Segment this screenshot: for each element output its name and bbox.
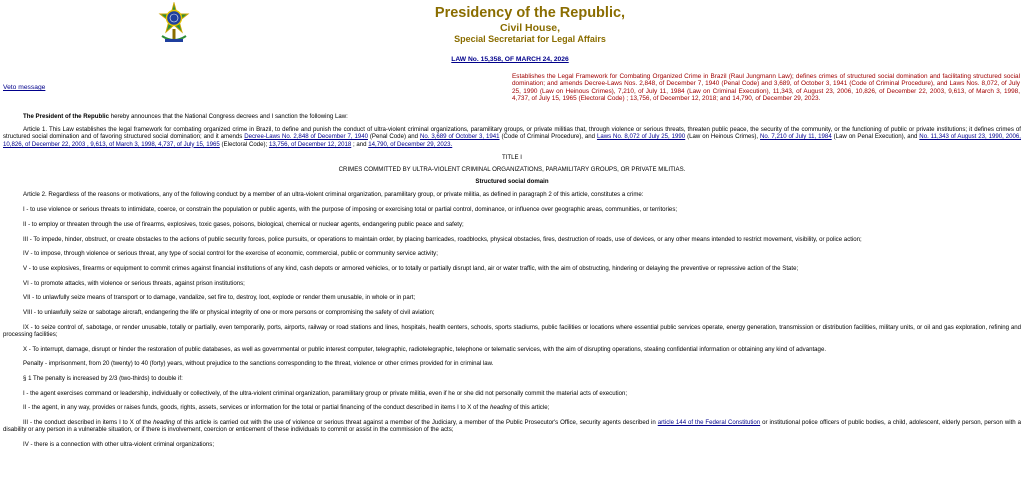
link-law-8072[interactable]: Laws No. 8,072 of July 25, 1990 — [596, 133, 686, 141]
paragraph-1-item-iii — [3, 419, 1021, 433]
paragraph-1: § 1 The penalty is increased by 2/3 (two-thirds) to double if: — [23, 375, 183, 383]
preamble-text: hereby announces that the National Congress decrees and I sanction the following Law: — [109, 113, 348, 120]
link-decree-law-2848[interactable]: Decree-Laws No. 2,848 of December 7, 1940 — [244, 133, 368, 141]
article-1-text: ; and — [351, 140, 369, 148]
header-secretariat: Special Secretariat for Legal Affairs — [454, 34, 606, 44]
law-body — [3, 113, 1021, 448]
item-x: X - To interrupt, damage, disrupt or hinder the restoration of public databases, as well as governmental or public interest computer, telegraphic, radiotelegraphic, telephone or telematic services, with the aim of disrupting operations, stealing confidential information or obtaining any kind of advantage. — [23, 345, 827, 353]
paragraph-1-item-ii — [3, 404, 1021, 411]
article-1-text: (Law on Heinous Crimes), — [685, 133, 761, 141]
item-iv: IV - to impose, through violence or serious threat, any type of social control for the exercise of economic, commercial, public or community service activity; — [23, 250, 438, 258]
item-vi: VI - to promote attacks, with violence or serious threats, against prison institutions; — [23, 279, 245, 287]
preamble-president: The President of the Republic — [23, 113, 109, 120]
item-iii: III - To impede, hinder, obstruct, or create obstacles to the actions of public security forces, police pursuits, or operations to maintain order, by placing barricades, roadblocks, physical obstacles, fires, destruction of roads, use of devices, or any other means intended to restrict movement, visibility, or police action; — [23, 235, 862, 243]
item-ii: II - to employ or threaten through the use of firearms, explosives, toxic gases, poisons, biological, chemical or nuclear agents, endangering public peace and safety; — [23, 220, 464, 228]
veto-message-link[interactable]: Veto message — [3, 84, 46, 91]
paragraph-1-item-i: I - the agent exercises command or leadership, individually or collectively, of the ultra-violent criminal organization, paramilitary group or private militia, even if he or she did not personally commit the material acts of execution; — [23, 389, 628, 397]
link-law-13756[interactable]: 13,756, of December 12, 2018 — [268, 140, 352, 148]
item-iii-heading-word: heading — [153, 419, 175, 427]
article-1-text: (Law on Penal Execution), and — [831, 133, 920, 141]
article-1 — [3, 126, 1021, 148]
title-i-name: CRIMES COMMITTED BY ULTRA-VIOLENT CRIMINAL ORGANIZATIONS, PARAMILITARY GROUPS, OR PRIVATE MILITIAS. — [338, 166, 686, 174]
item-ii-text: II - the agent, in any way, provides or raises funds, goods, rights, assets, services or information for the total or partial financing of the conduct described in items I to X of the — [23, 404, 490, 412]
article-2: Article 2. Regardless of the reasons or motivations, any of the following conduct by a member of an ultra-violent criminal organization, paramilitary group, or private militia, as defined in paragraph 2 of this article, constitutes a crime: — [23, 191, 644, 199]
item-ix: IX - to seize control of, sabotage, or render unusable, totally or partially, even temporarily, ports, airports, railway or road stations and lines, hospitals, health centers, schools, sports stadiums, public facilities or locations where essential public services operate, energy generation, transmission or distribution facilities, military units, or oil and gas exploration, refining and processing facilities; — [3, 323, 1021, 338]
title-i: TITLE I — [502, 153, 522, 161]
penalty: Penalty - imprisonment, from 20 (twenty) to 40 (forty) years, without prejudice to the sanctions corresponding to the threat, violence or other crimes provided for in criminal law. — [23, 360, 494, 368]
item-i: I - to use violence or serious threats to intimidate, coerce, or constrain the population or public agents, with the purpose of imposing or exercising total or partial control, dominance, or influence over geographic areas, communities, or territories; — [23, 206, 678, 214]
coat-of-arms-icon — [158, 2, 190, 44]
chapter-heading: Structured social domain — [475, 178, 549, 186]
link-article-144-constitution[interactable]: article 144 of the Federal Constitution — [657, 419, 761, 427]
article-1-text: Article 1. This Law establishes the legal framework for combating organized crime in Brazil, to define and punish the conduct of ultra-violent criminal organizations, paramilitary groups, or private militias that, through violence or serious threats, threaten public peace, the security of the community, or the functioning of public or private institutions; it defines crimes of structured social domination and of favoring structured social domination; and it amends — [3, 126, 1021, 141]
link-law-11343[interactable]: No. 11,343 of August 23, 1990, 2006, 10,826, of December 22, 2003 , 9,613, of March 3, 1998, 4,737, of July 15, 1965 — [3, 133, 1021, 148]
header-title: Presidency of the Republic, — [434, 5, 626, 21]
link-law-7210[interactable]: No. 7,210 of July 11, 1984 — [760, 133, 832, 141]
law-title-link[interactable]: LAW No. 15,358, OF MARCH 24, 2026 — [451, 56, 569, 63]
preamble — [3, 113, 1021, 120]
header-subtitle: Civil House, — [499, 22, 561, 34]
item-viii: VIII - to unlawfully seize or sabotage aircraft, endangering the life or physical integrity of one or more persons or compromising the safety of civil aviation; — [23, 309, 435, 317]
item-iii-text: III - the conduct described in items I to X of the — [23, 419, 154, 427]
article-1-text: (Electoral Code); — [219, 140, 269, 148]
item-ii-heading-word: heading — [489, 404, 512, 412]
item-ii-text: of this article; — [511, 404, 550, 412]
item-vii: VII - to unlawfully seize means of transport or to damage, vandalize, set fire to, destroy, loot, explode or render them unusable, in whole or in part; — [23, 294, 416, 302]
item-v: V - to use explosives, firearms or equipment to commit crimes against financial institutions of any kind, cash depots or armored vehicles, or to totally or partially disrupt land, air or water traffic, with the aim of obstructing, hindering or delaying the preventive or repressive action of the State; — [23, 264, 799, 272]
page-header — [420, 5, 640, 45]
link-law-14790[interactable]: 14,790, of December 29, 2023. — [368, 140, 453, 148]
ementa: Establishes the Legal Framework for Combating Organized Crime in Brazil (Raul Jungmann Law); defines crimes of structured social domination and facilitating structured social domination; and amends Decree-Laws Nos. 2,848, of December 7, 1940 (Penal Code) and 3,689, of October 3, 1941 (Code of Criminal Procedure), and Laws Nos. 8,072, of July 25, 1990 (Law on Heinous Crimes), 7,210, of July 11, 1984 (Law on Criminal Execution), 11,343, of August 23, 2006, 10,826, of December 22, 2003, 9,613, of March 3, 1998, 4,737, of July 15, 1965 (Electoral Code) ; 13,756, of December 12, 2018; and 14,790, of December 29, 2023. — [512, 73, 1020, 103]
article-1-text: (Penal Code) and — [368, 133, 420, 141]
item-iii-text: of this article is carried out with the use of violence or serious threat against a member of the Judiciary, a member of the Public Prosecutor's Office, security agents described in — [174, 419, 658, 427]
paragraph-1-item-iv: IV - there is a connection with other ultra-violent criminal organizations; — [23, 441, 215, 449]
link-decree-law-3689[interactable]: No. 3,689 of October 3, 1941 — [419, 133, 500, 141]
item-iii-text: or institutional police officers of public bodies, a child, adolescent, elderly person, person with a disability or any person in a vulnerable situation, or if there is involvement, coercion or enticement of these individuals to commit or assist in the commission of the acts; — [3, 419, 1021, 434]
article-1-text: (Code of Criminal Procedure), and — [499, 133, 597, 141]
